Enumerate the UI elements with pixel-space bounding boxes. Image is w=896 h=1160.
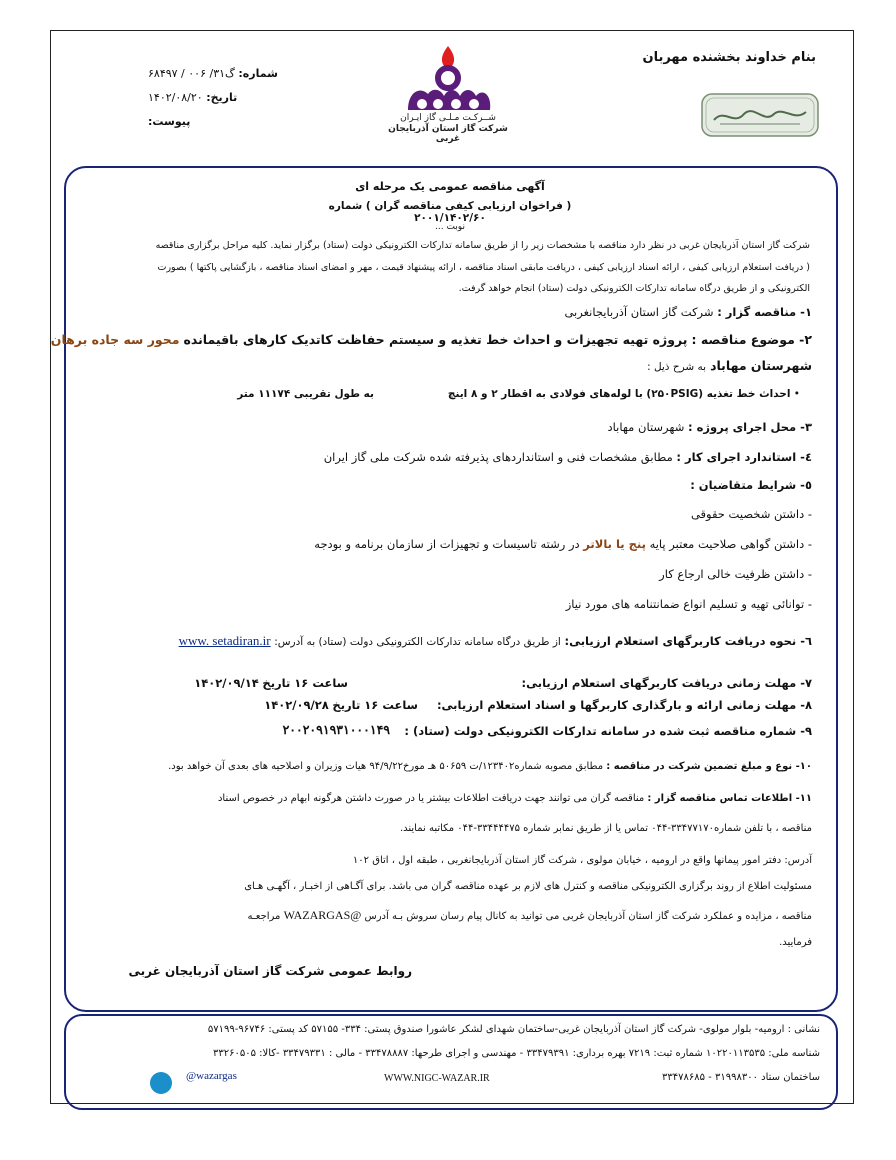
bullet-length-wrap xyxy=(237,388,374,400)
intro-line-1: شرکت گاز استان آذربایجان غربی در نظر دارد مناقصه با مشخصات زیر را از طریق سامانه تدارکات الکترونیکی دولت (ستاد) برگزار نماید. کلیه مراحل برگزاری مناقصه xyxy=(155,240,810,251)
item-2-label: ۲- موضوع مناقصه : xyxy=(691,332,812,347)
bullet-length: به طول تقریبی ۱۱۱۷۴ متر xyxy=(237,388,374,400)
item-1 xyxy=(564,305,812,319)
item-6 xyxy=(179,633,812,649)
intro-line-2: ( دریافت استعلام ارزیابی کیفی ، ارائه اسناد ارزیابی کیفی ، دریافت مابقی اسناد مناقصه ، ارائه پیشنهاد قیمت ، مهر و امضای اسناد مناقصه ، بازگشایی پاکتها ) بصورت xyxy=(157,262,810,273)
logo-caption-1: شــرکـت مـلـی گاز ایـران xyxy=(400,113,496,123)
item-1-value: شرکت گاز استان آذربایجانغربی xyxy=(564,305,714,319)
item-3 xyxy=(608,420,812,434)
item-5-label: ٥- شرایط متقاضیان : xyxy=(690,478,812,492)
address-line-3-text: مناقصه ، مزایده و عملکرد شرکت گاز استان آذربایجان غربی می توانید به کانال پیام رسان سروش بـه آدرس xyxy=(364,911,812,922)
condition-4: - توانائی تهیه و تسلیم انواع ضمانتنامه های مورد نیاز xyxy=(565,597,812,611)
item-10 xyxy=(168,761,812,772)
condition-2 xyxy=(314,537,812,551)
footer-address: نشانی : ارومیه- بلوار مولوی- شرکت گاز استان آذربایجان غربی-ساختمان شهدای لشکر عاشورا صندوق پستی: ۳۳۴- ۵۷۱۵۵ کد پستی: ۹۶۷۴۶-۵۷۱۹۹ xyxy=(207,1024,820,1035)
attach-label: پیوست: xyxy=(148,115,191,128)
footer-social[interactable]: @wazargas xyxy=(186,1070,237,1082)
item-4-label: ٤- استاندارد اجرای کار : xyxy=(676,450,812,464)
flame-icon xyxy=(442,46,454,68)
item-11-line-2: مناقصه ، با تلفن شماره۳۳۴۷۷۱۷۰-۰۴۴ تماس یا از طریق نمابر شماره ۳۳۴۴۴۴۷۵-۰۴۴ مکاتبه نمایند. xyxy=(399,823,812,834)
letter-meta xyxy=(148,62,278,134)
basmala: بنام خداوند بخشنده مهربان xyxy=(642,50,816,65)
item-11-value: مناقصه گران می توانند جهت دریافت اطلاعات بیشتر یا در صورت داشتن هرگونه ابهام در خصوص اسناد xyxy=(217,793,645,804)
item-2-line-2 xyxy=(647,358,812,373)
footer-website[interactable]: WWW.NIGC-WAZAR.IR xyxy=(384,1073,490,1084)
calligraphy-badge xyxy=(700,92,820,138)
item-7-label: ۷- مهلت زمانی دریافت کاربرگهای استعلام ارزیابی: xyxy=(521,676,812,690)
item-6-label: ٦- نحوه دریافت کاربرگهای استعلام ارزیابی: xyxy=(564,634,812,648)
item-1-label: ۱- مناقصه گزار : xyxy=(717,305,812,319)
item-2 xyxy=(51,332,812,347)
intro-line-3: الکترونیکی و از طریق درگاه سامانه تدارکات الکترونیکی دولت (ستاد) انجام خواهد گرفت. xyxy=(458,283,810,294)
signature xyxy=(128,964,412,978)
condition-1: - داشتن شخصیت حقوقی xyxy=(690,507,812,521)
number-value: گ۳۱/ ۰۰۶ / ۶۸۴۹۷ xyxy=(148,67,235,80)
date-label: تاریخ: xyxy=(206,91,238,104)
item-3-label: ۳- محل اجرای پروژه : xyxy=(688,420,812,434)
item-7-time: ساعت ۱۶ تاریخ xyxy=(262,676,348,690)
letter-attachment xyxy=(148,110,278,134)
footer-hq: ساختمان ستاد ۳۱۹۹۸۳۰۰ - ۳۳۴۷۸۶۸۵ xyxy=(662,1072,820,1083)
address-line-3 xyxy=(247,908,812,923)
item-8-deadline xyxy=(264,698,418,712)
tender-number: ۲۰۰۲۰۹۱۹۳۱۰۰۰۱۴۹ xyxy=(282,722,390,737)
item-10-label: ۱۰- نوع و مبلغ تضمین شرکت در مناقصه : xyxy=(606,761,812,772)
item-9-label: ۹- شماره مناقصه ثبت شده در سامانه تدارکات الکترونیکی دولت (ستاد) : xyxy=(404,724,812,738)
bullet-dot-icon: • xyxy=(793,388,800,400)
letter-date xyxy=(148,86,278,110)
item-7 xyxy=(522,676,812,690)
item-2-as-follows: به شرح ذیل : xyxy=(647,361,707,373)
notice-round: نوبت ... xyxy=(435,222,465,232)
item-8-time: ساعت ۱۶ تاریخ xyxy=(332,698,418,712)
scope-bullet xyxy=(448,388,800,400)
item-9-number xyxy=(283,722,390,737)
notice-subtitle: ( فراخوان ارزیابی کیفی مناقصه گران ) شماره ۲۰۰۱/۱۴۰۲/۶۰ xyxy=(328,200,572,224)
soroush-icon xyxy=(150,1072,172,1094)
logo-caption-2: شرکت گاز استان آذربایجان غربی xyxy=(388,124,508,144)
signature-text: روابط عمومی شرکت گاز استان آذربایجان غربی xyxy=(128,964,412,978)
address-line-4: فرمایید. xyxy=(779,937,812,948)
item-3-value: شهرستان مهاباد xyxy=(607,420,685,434)
bullet-pipeline: احداث خط تغذیه (۲۵۰PSIG) با لوله‌های فولادی به اقطار ۲ و ۸ اینچ xyxy=(447,388,791,400)
condition-3: - داشتن ظرفیت خالی ارجاع کار xyxy=(659,567,812,581)
item-2-value: پروژه تهیه تجهیزات و احداث خط تغذیه و سیستم حفاظت کاتدیک کارهای باقیمانده xyxy=(183,332,688,347)
condition-2-a: - داشتن گواهی صلاحیت معتبر پایه xyxy=(649,537,812,551)
item-8-label: ۸- مهلت زمانی ارائه و بارگذاری کاربرگها و اسناد استعلام ارزیابی: xyxy=(436,698,812,712)
number-label: شماره: xyxy=(238,67,278,80)
item-8 xyxy=(437,698,812,712)
item-5 xyxy=(690,478,812,492)
soroush-handle: @WAZARGAS xyxy=(283,908,362,922)
address-line-3-end: مراجعـه xyxy=(247,911,281,922)
setadiran-link[interactable]: www. setadiran.ir xyxy=(178,633,271,648)
date-value: ۱۴۰۲/۰۸/۲۰ xyxy=(148,91,203,104)
item-7-deadline xyxy=(194,676,348,690)
item-4-value: مطابق مشخصات فنی و استانداردهای پذیرفته شده شرکت ملی گاز ایران xyxy=(323,450,673,464)
condition-2-highlight: پنج یا بالاتر xyxy=(583,537,646,551)
item-6-value: از طریق درگاه سامانه تدارکات الکترونیکی دولت (ستاد) به آدرس: xyxy=(274,636,561,648)
item-7-date: ۱۴۰۲/۰۹/۱۴ xyxy=(194,676,259,690)
item-10-value: مطابق مصوبه شماره۱۲۳۴۰۲/ت ۵۰۶۵۹ هـ مورخ۹۴/۹/۲۲ هیات وزیران و اصلاحیه های بعدی آن خواهد بود. xyxy=(168,761,604,772)
item-11-label: ۱۱- اطلاعات تماس مناقصه گزار : xyxy=(647,793,812,804)
address-line-1: آدرس: دفتر امور پیمانها واقع در ارومیه ، خیابان مولوی ، شرکت گاز استان آذربایجانغربی ، طبقه اول ، اتاق ۱۰۲ xyxy=(352,855,812,866)
footer-ids: شناسه ملی: ۱۰۲۲۰۱۱۳۵۳۵ شماره ثبت: ۷۲۱۹ بهره برداری: ۳۳۴۷۹۳۹۱ - مهندسی و اجرای طرحها: ۳۳۴۷۸۸۸۷ - مالی : ۳۳۴۷۹۳۳۱ -کالا: ۳۳۲۶۰۵۰۵ xyxy=(212,1048,820,1059)
item-4 xyxy=(324,450,812,464)
notice-title: آگهی مناقصه عمومی یک مرحله ای xyxy=(355,180,545,193)
item-8-date: ۱۴۰۲/۰۹/۲۸ xyxy=(264,698,329,712)
item-2-city: شهرستان مهاباد xyxy=(710,358,812,373)
item-11 xyxy=(218,793,812,804)
item-9 xyxy=(404,724,812,738)
address-line-2: مسئولیت اطلاع از روند برگزاری الکترونیکی مناقصه و کنترل های لازم بر عهده مناقصه گران می باشد. برای آگـاهی از اخبـار ، آگهـی هـای xyxy=(244,881,812,892)
letter-number xyxy=(148,62,278,86)
item-2-highlight: محور سه جاده برهان xyxy=(50,332,180,347)
condition-2-b: در رشته تاسیسات و تجهیزات از سازمان برنامه و بودجه xyxy=(314,537,580,551)
